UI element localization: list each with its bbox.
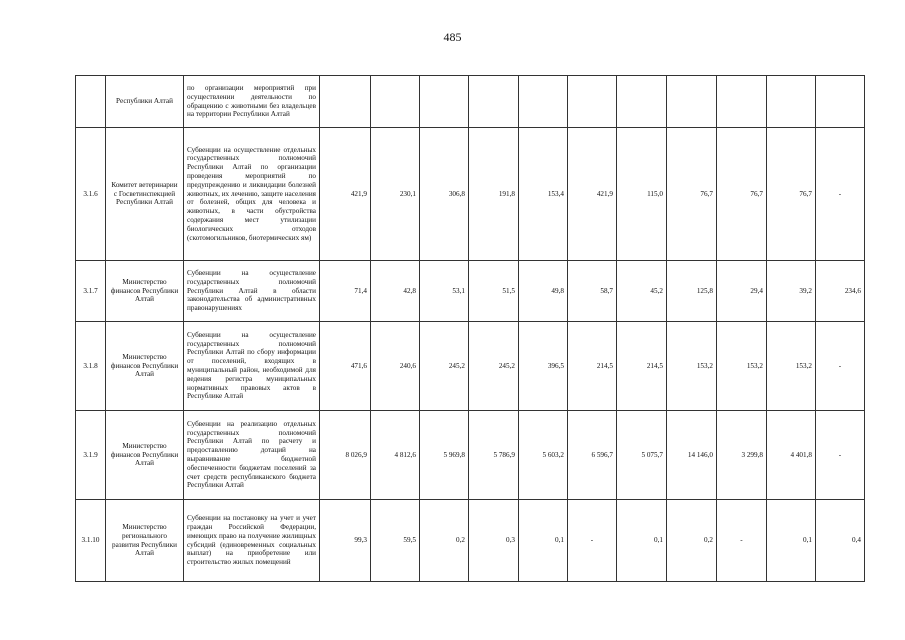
description-cell: Субвенции на постановку на учет и учет граждан Российской Федерации, имеющих право на получение жилищных субсидий (единовременных социальных выплат) на приобретение или строительство жилых помещений	[184, 500, 320, 582]
value-cell: 421,9	[320, 128, 371, 261]
value-cell: 115,0	[617, 128, 667, 261]
table-row	[76, 76, 865, 128]
description-cell: по организации мероприятий при осуществлении деятельности по обращению с животными без владельцев на территории Республики Алтай	[184, 76, 320, 128]
value-cell: 0,4	[816, 500, 865, 582]
value-cell: 14 146,0	[667, 411, 717, 500]
value-cell	[320, 76, 371, 128]
value-cell: 45,2	[617, 261, 667, 322]
value-cell: 8 026,9	[320, 411, 371, 500]
value-cell	[469, 76, 519, 128]
value-cell: 5 969,8	[420, 411, 469, 500]
description-cell: Субвенции на осуществление государственных полномочий Республики Алтай по сбору информации от поселений, входящих в муниципальный район, необходимой для ведения регистра муниципальных нормативных правовых актов в Республике Алтай	[184, 322, 320, 411]
value-cell: 396,5	[519, 322, 568, 411]
value-cell: 421,9	[568, 128, 617, 261]
value-cell: 6 596,7	[568, 411, 617, 500]
value-cell: 53,1	[420, 261, 469, 322]
page-number: 485	[443, 30, 462, 44]
value-cell: -	[816, 322, 865, 411]
value-cell	[420, 76, 469, 128]
value-cell: 153,2	[667, 322, 717, 411]
executor-cell: Министерство финансов Республики Алтай	[106, 411, 184, 500]
value-cell	[371, 76, 420, 128]
row-number: 3.1.8	[76, 322, 106, 411]
executor-cell: Министерство регионального развития Республики Алтай	[106, 500, 184, 582]
description-cell: Субвенции на осуществление государственных полномочий Республики Алтай в области законодательства об административных правонарушениях	[184, 261, 320, 322]
value-cell: 76,7	[767, 128, 816, 261]
value-cell: 76,7	[717, 128, 767, 261]
value-cell: 234,6	[816, 261, 865, 322]
value-cell: 191,8	[469, 128, 519, 261]
value-cell: 214,5	[568, 322, 617, 411]
value-cell	[816, 76, 865, 128]
value-cell	[519, 76, 568, 128]
value-cell: 3 299,8	[717, 411, 767, 500]
value-cell	[667, 76, 717, 128]
value-cell: 42,8	[371, 261, 420, 322]
value-cell: 245,2	[420, 322, 469, 411]
executor-cell: Министерство финансов Республики Алтай	[106, 261, 184, 322]
value-cell: 29,4	[717, 261, 767, 322]
value-cell: 71,4	[320, 261, 371, 322]
value-cell	[767, 76, 816, 128]
value-cell: 230,1	[371, 128, 420, 261]
value-cell: 0,2	[420, 500, 469, 582]
value-cell: 0,1	[617, 500, 667, 582]
value-cell: 471,6	[320, 322, 371, 411]
value-cell: 5 603,2	[519, 411, 568, 500]
value-cell: 153,2	[717, 322, 767, 411]
value-cell	[717, 76, 767, 128]
value-cell: 39,2	[767, 261, 816, 322]
value-cell: 51,5	[469, 261, 519, 322]
value-cell	[617, 76, 667, 128]
table-row	[76, 411, 865, 500]
value-cell	[568, 76, 617, 128]
value-cell: -	[816, 411, 865, 500]
value-cell: 0,1	[767, 500, 816, 582]
value-cell: 4 401,8	[767, 411, 816, 500]
value-cell: 5 786,9	[469, 411, 519, 500]
value-cell: -	[568, 500, 617, 582]
description-cell: Субвенции на реализацию отдельных государственных полномочий Республики Алтай по расчету и предоставлению дотаций на выравнивание бюджетной обеспеченности бюджетам поселений за счет средств республиканского бюджета Республики Алтай	[184, 411, 320, 500]
row-number: 3.1.6	[76, 128, 106, 261]
value-cell: 0,3	[469, 500, 519, 582]
value-cell: 5 075,7	[617, 411, 667, 500]
executor-cell: Республики Алтай	[106, 76, 184, 128]
value-cell: 76,7	[667, 128, 717, 261]
row-number: 3.1.7	[76, 261, 106, 322]
value-cell: 0,2	[667, 500, 717, 582]
value-cell: 306,8	[420, 128, 469, 261]
row-number: 3.1.10	[76, 500, 106, 582]
value-cell: 240,6	[371, 322, 420, 411]
value-cell: -	[717, 500, 767, 582]
value-cell: 99,3	[320, 500, 371, 582]
description-cell: Субвенции на осуществление отдельных государственных полномочий Республики Алтай по организации проведения мероприятий по предупреждению и ликвидации болезней животных, их лечению, защите населения от болезней, общих для человека и животных, в части обустройства содержания мест утилизации биологических отходов (скотомогильников, биотермических ям)	[184, 128, 320, 261]
executor-cell: Министерство финансов Республики Алтай	[106, 322, 184, 411]
value-cell: 59,5	[371, 500, 420, 582]
table-row	[76, 261, 865, 322]
table-row	[76, 128, 865, 261]
budget-table	[75, 75, 865, 582]
value-cell: 0,1	[519, 500, 568, 582]
value-cell: 4 812,6	[371, 411, 420, 500]
value-cell: 214,5	[617, 322, 667, 411]
table-row	[76, 322, 865, 411]
value-cell: 153,2	[767, 322, 816, 411]
value-cell: 49,8	[519, 261, 568, 322]
value-cell: 153,4	[519, 128, 568, 261]
value-cell: 245,2	[469, 322, 519, 411]
row-number: 3.1.9	[76, 411, 106, 500]
row-number	[76, 76, 106, 128]
value-cell: 58,7	[568, 261, 617, 322]
value-cell: 125,8	[667, 261, 717, 322]
executor-cell: Комитет ветеринарии с Госветинспекцией Республики Алтай	[106, 128, 184, 261]
value-cell: -	[816, 128, 865, 261]
table-row	[76, 500, 865, 582]
